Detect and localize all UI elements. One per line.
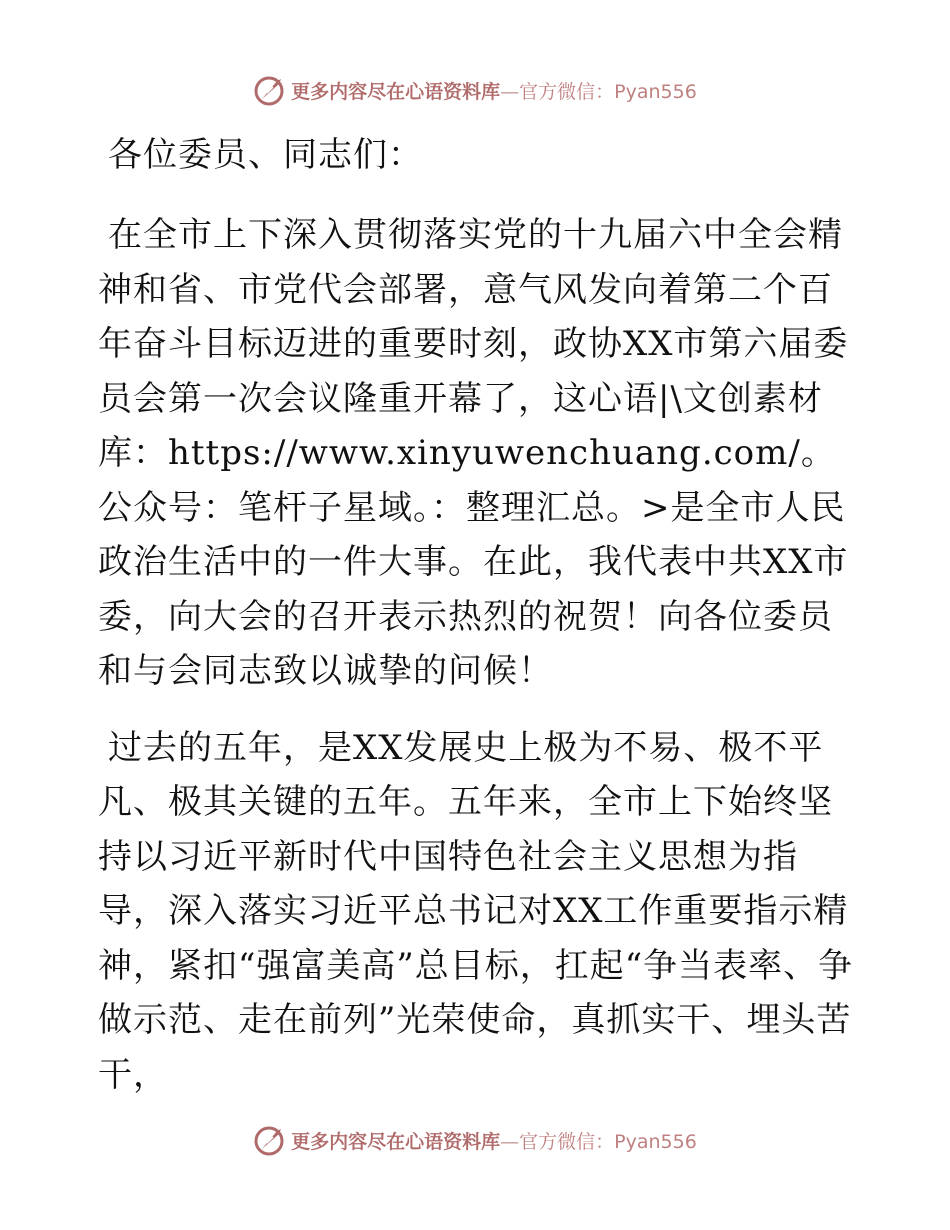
quill-circle-logo-icon	[253, 73, 287, 107]
watermark-text	[291, 77, 697, 104]
paragraph-2: 过去的五年，是XX发展史上极为不易、极不平凡、极其关键的五年。五年来，全市上下始终坚持以习近平新时代中国特色社会主义思想为指导，深入落实习近平总书记对XX工作重要指示精神，紧扣“强富美高”总目标，扛起“争当表率、争做示范、走在前列”光荣使命，真抓实干、埋头苦干，	[98, 727, 854, 1095]
watermark-separator: —	[500, 1130, 520, 1153]
watermark-text	[291, 1127, 697, 1154]
footer-watermark	[0, 1120, 950, 1160]
watermark-main: 更多内容尽在心语资料库	[291, 80, 501, 103]
document-body	[98, 120, 858, 1124]
watermark-main: 更多内容尽在心语资料库	[291, 1130, 501, 1153]
quill-circle-logo-icon	[253, 1123, 287, 1157]
watermark-separator: —	[500, 80, 520, 103]
watermark-contact: 官方微信：Pyan556	[519, 1130, 697, 1153]
salutation: 各位委员、同志们：	[108, 135, 423, 175]
header-watermark	[0, 70, 950, 110]
paragraph-1: 在全市上下深入贯彻落实党的十九届六中全会精神和省、市党代会部署，意气风发向着第二个百年奋斗目标迈进的重要时刻，政协XX市第六届委员会第一次会议隆重开幕了，这心语|\文创素材库：https://www.xinyuwenchuang.com/。公众号：笔杆子星域。：整理汇总。>是全市人民政治生活中的一件大事。在此，我代表中共XX市委，向大会的召开表示热烈的祝贺！向各位委员和与会同志致以诚挚的问候！	[98, 215, 849, 691]
watermark-contact: 官方微信：Pyan556	[519, 80, 697, 103]
